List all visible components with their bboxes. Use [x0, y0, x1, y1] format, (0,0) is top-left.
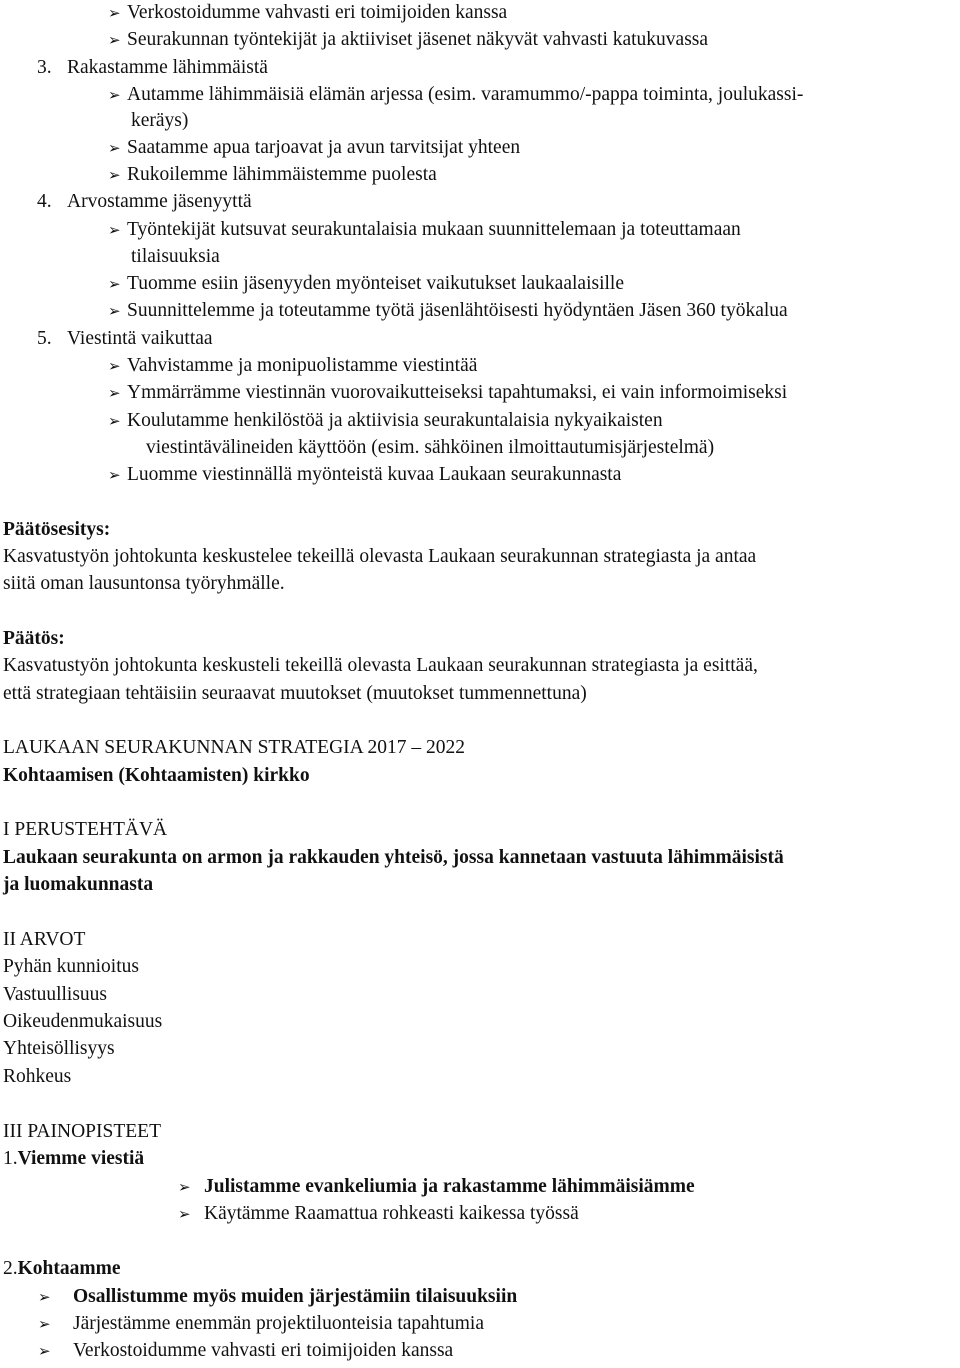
value-item: Yhteisöllisyys — [3, 1038, 115, 1059]
arrowhead-bullet-icon: ➢ — [108, 86, 121, 104]
perustehtava-heading: I PERUSTEHTÄVÄ — [3, 819, 168, 840]
arrowhead-bullet-icon: ➢ — [108, 357, 121, 375]
arrowhead-bullet-icon: ➢ — [108, 31, 121, 49]
list-item: ➢ Tuomme esiin jäsenyyden myönteiset vaikutukset laukaalaisille — [108, 271, 624, 297]
paatosesitys-heading: Päätösesitys: — [3, 519, 111, 540]
list-item: ➢ Ymmärrämme viestinnän vuorovaikutteiseksi tapahtumaksi, ei vain informoimiseksi — [108, 380, 787, 406]
arrowhead-bullet-icon: ➢ — [108, 166, 121, 184]
numbered-item-title: 4. Arvostamme jäsenyyttä — [37, 191, 252, 212]
paragraph-line: siitä oman lausuntonsa työryhmälle. — [3, 573, 285, 594]
paragraph-line: Laukaan seurakunta on armon ja rakkauden yhteisö, jossa kannetaan vastuuta lähimmäisistä — [3, 847, 784, 868]
list-item-continuation: keräys) — [131, 110, 189, 131]
value-item: Oikeudenmukaisuus — [3, 1011, 163, 1032]
paragraph-line: Kasvatustyön johtokunta keskustelee tekeillä olevasta Laukaan seurakunnan strategiasta ja antaa — [3, 546, 757, 567]
list-item: ➢ Luomme viestinnällä myönteistä kuvaa Laukaan seurakunnasta — [108, 462, 621, 488]
list-item: ➢ Suunnittelemme ja toteutamme työtä jäsenlähtöisesti hyödyntäen Jäsen 360 työkalua — [108, 298, 788, 324]
list-item: ➢ Osallistumme myös muiden järjestämiin tilaisuuksiin — [38, 1284, 517, 1310]
list-item: ➢ Rukoilemme lähimmäistemme puolesta — [108, 162, 437, 188]
arrowhead-bullet-icon: ➢ — [178, 1205, 191, 1223]
list-item: ➢ Julistamme evankeliumia ja rakastamme lähimmäisiämme — [178, 1174, 695, 1200]
arrowhead-bullet-icon: ➢ — [178, 1178, 191, 1196]
arrowhead-bullet-icon: ➢ — [38, 1315, 51, 1333]
arrowhead-bullet-icon: ➢ — [108, 466, 121, 484]
paragraph-line: ja luomakunnasta — [3, 874, 154, 895]
numbered-item-title: 5. Viestintä vaikuttaa — [37, 328, 213, 349]
list-item-continuation: viestintävälineiden käyttöön (esim. sähköinen ilmoittautumisjärjestelmä) — [146, 437, 715, 458]
arrowhead-bullet-icon: ➢ — [108, 412, 121, 430]
list-item: ➢ Verkostoidumme vahvasti eri toimijoiden kanssa — [38, 1338, 453, 1364]
arrowhead-bullet-icon: ➢ — [108, 4, 121, 22]
strategy-subtitle: Kohtaamisen (Kohtaamisten) kirkko — [3, 765, 310, 786]
list-item: ➢ Käytämme Raamattua rohkeasti kaikessa työssä — [178, 1201, 579, 1227]
paragraph-line: että strategiaan tehtäisiin seuraavat muutokset (muutokset tummennettuna) — [3, 683, 587, 704]
value-item: Pyhän kunnioitus — [3, 956, 139, 977]
list-item: ➢ Järjestämme enemmän projektiluonteisia tapahtumia — [38, 1311, 484, 1337]
list-item: ➢ Vahvistamme ja monipuolistamme viestintää — [108, 353, 477, 379]
list-item: ➢ Työntekijät kutsuvat seurakuntalaisia mukaan suunnittelemaan ja toteuttamaan — [108, 217, 741, 243]
arvot-heading: II ARVOT — [3, 929, 86, 950]
list-item: ➢ Saatamme apua tarjoavat ja avun tarvitsijat yhteen — [108, 135, 520, 161]
strategy-title: LAUKAAN SEURAKUNNAN STRATEGIA 2017 – 2022 — [3, 737, 466, 758]
priority-title: 2.Kohtaamme — [3, 1258, 121, 1279]
arrowhead-bullet-icon: ➢ — [108, 221, 121, 239]
arrowhead-bullet-icon: ➢ — [108, 302, 121, 320]
arrowhead-bullet-icon: ➢ — [108, 384, 121, 402]
value-item: Vastuullisuus — [3, 984, 108, 1005]
priority-title: 1.Viemme viestiä — [3, 1148, 145, 1169]
painopisteet-heading: III PAINOPISTEET — [3, 1121, 161, 1142]
paragraph-line: Kasvatustyön johtokunta keskusteli tekeillä olevasta Laukaan seurakunnan strategiasta ja esittää, — [3, 655, 758, 676]
arrowhead-bullet-icon: ➢ — [108, 139, 121, 157]
paatos-heading: Päätös: — [3, 628, 65, 649]
list-item: ➢ Seurakunnan työntekijät ja aktiiviset jäsenet näkyvät vahvasti katukuvassa — [108, 27, 708, 53]
list-item: ➢ Verkostoidumme vahvasti eri toimijoiden kanssa — [108, 0, 507, 26]
list-item: ➢ Autamme lähimmäisiä elämän arjessa (esim. varamummo/-pappa toiminta, joulukassi- — [108, 82, 803, 108]
value-item: Rohkeus — [3, 1066, 72, 1087]
list-item-continuation: tilaisuuksia — [131, 246, 220, 267]
list-item: ➢ Koulutamme henkilöstöä ja aktiivisia seurakuntalaisia nykyaikaisten — [108, 408, 663, 434]
arrowhead-bullet-icon: ➢ — [38, 1342, 51, 1360]
numbered-item-title: 3. Rakastamme lähimmäistä — [37, 57, 268, 78]
arrowhead-bullet-icon: ➢ — [108, 275, 121, 293]
arrowhead-bullet-icon: ➢ — [38, 1288, 51, 1306]
